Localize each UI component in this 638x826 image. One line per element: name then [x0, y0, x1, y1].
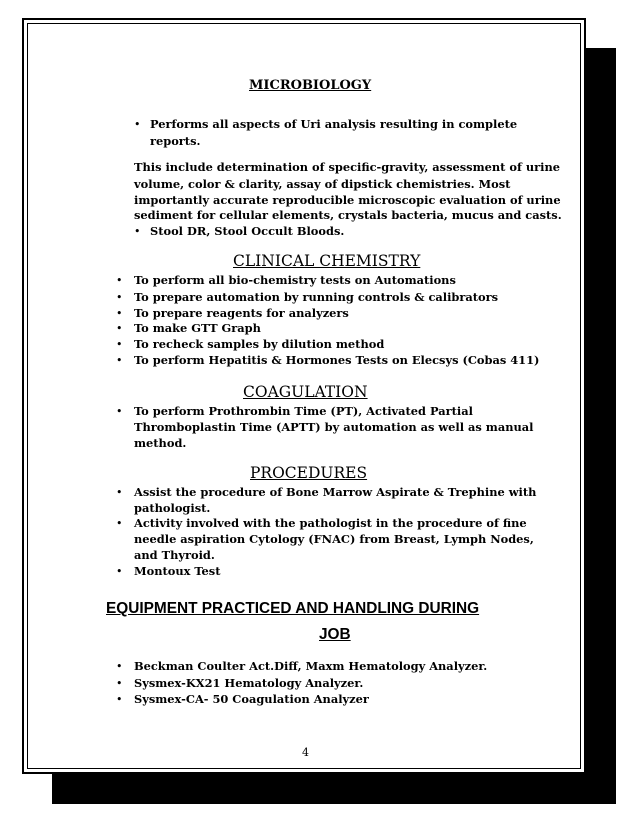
clinical-chemistry-item: To prepare reagents for analyzers — [134, 306, 349, 320]
coagulation-item-line: To perform Prothrombin Time (PT), Activated Partial — [134, 404, 473, 418]
clinical-chemistry-item: To prepare automation by running controls & calibrators — [134, 290, 499, 304]
microbiology-item1-line1: Performs all aspects of Uri analysis resulting in complete — [150, 117, 518, 131]
procedures-item2-line: Activity involved with the pathologist in the procedure of fine — [134, 516, 527, 530]
procedures-item3: Montoux Test — [134, 564, 221, 578]
bullet-icon: • — [134, 118, 141, 131]
bullet-icon: • — [116, 274, 123, 287]
bullet-icon: • — [116, 486, 123, 499]
coagulation-heading: COAGULATION — [243, 383, 368, 401]
equipment-item: Sysmex-KX21 Hematology Analyzer. — [134, 676, 364, 690]
clinical-chemistry-item: To perform Hepatitis & Hormones Tests on Elecsys (Cobas 411) — [134, 353, 540, 367]
equipment-heading-line1: EQUIPMENT PRACTICED AND HANDLING DURING — [106, 600, 480, 617]
bullet-icon: • — [116, 517, 123, 530]
bullet-icon: • — [116, 405, 123, 418]
clinical-chemistry-item: To perform all bio-chemistry tests on Automations — [134, 273, 456, 287]
bullet-icon: • — [116, 677, 123, 690]
microbiology-item2: Stool DR, Stool Occult Bloods. — [150, 224, 345, 238]
bullet-icon: • — [134, 225, 141, 238]
procedures-item1-line: pathologist. — [134, 501, 211, 515]
equipment-item: Sysmex-CA- 50 Coagulation Analyzer — [134, 692, 369, 706]
microbiology-item1-line2: reports. — [150, 134, 201, 148]
procedures-item2-line: and Thyroid. — [134, 548, 215, 562]
bullet-icon: • — [116, 291, 123, 304]
procedures-item1-line: Assist the procedure of Bone Marrow Aspirate & Trephine with — [134, 485, 537, 499]
microbiology-para-line: volume, color & clarity, assay of dipstick chemistries. Most — [134, 177, 511, 191]
procedures-heading: PROCEDURES — [250, 464, 368, 482]
clinical-chemistry-item: To recheck samples by dilution method — [134, 337, 385, 351]
coagulation-item-line: method. — [134, 436, 187, 450]
bullet-icon: • — [116, 307, 123, 320]
clinical-chemistry-heading: CLINICAL CHEMISTRY — [233, 252, 421, 270]
procedures-item2-line: needle aspiration Cytology (FNAC) from Breast, Lymph Nodes, — [134, 532, 534, 546]
bullet-icon: • — [116, 354, 123, 367]
microbiology-heading: MICROBIOLOGY — [249, 78, 372, 93]
microbiology-para-line: importantly accurate reproducible microscopic evaluation of urine — [134, 193, 561, 207]
bullet-icon: • — [116, 565, 123, 578]
bullet-icon: • — [116, 338, 123, 351]
bullet-icon: • — [116, 693, 123, 706]
coagulation-item-line: Thromboplastin Time (APTT) by automation as well as manual — [134, 420, 534, 434]
microbiology-para-line: sediment for cellular elements, crystals bacteria, mucus and casts. — [134, 208, 562, 222]
microbiology-para-line: This include determination of specific-gravity, assessment of urine — [134, 160, 560, 174]
clinical-chemistry-item: To make GTT Graph — [134, 321, 261, 335]
bullet-icon: • — [116, 322, 123, 335]
page-number: 4 — [302, 746, 309, 759]
bullet-icon: • — [116, 660, 123, 673]
equipment-item: Beckman Coulter Act.Diff, Maxm Hematology Analyzer. — [134, 659, 488, 673]
equipment-heading-line2: JOB — [319, 626, 351, 643]
